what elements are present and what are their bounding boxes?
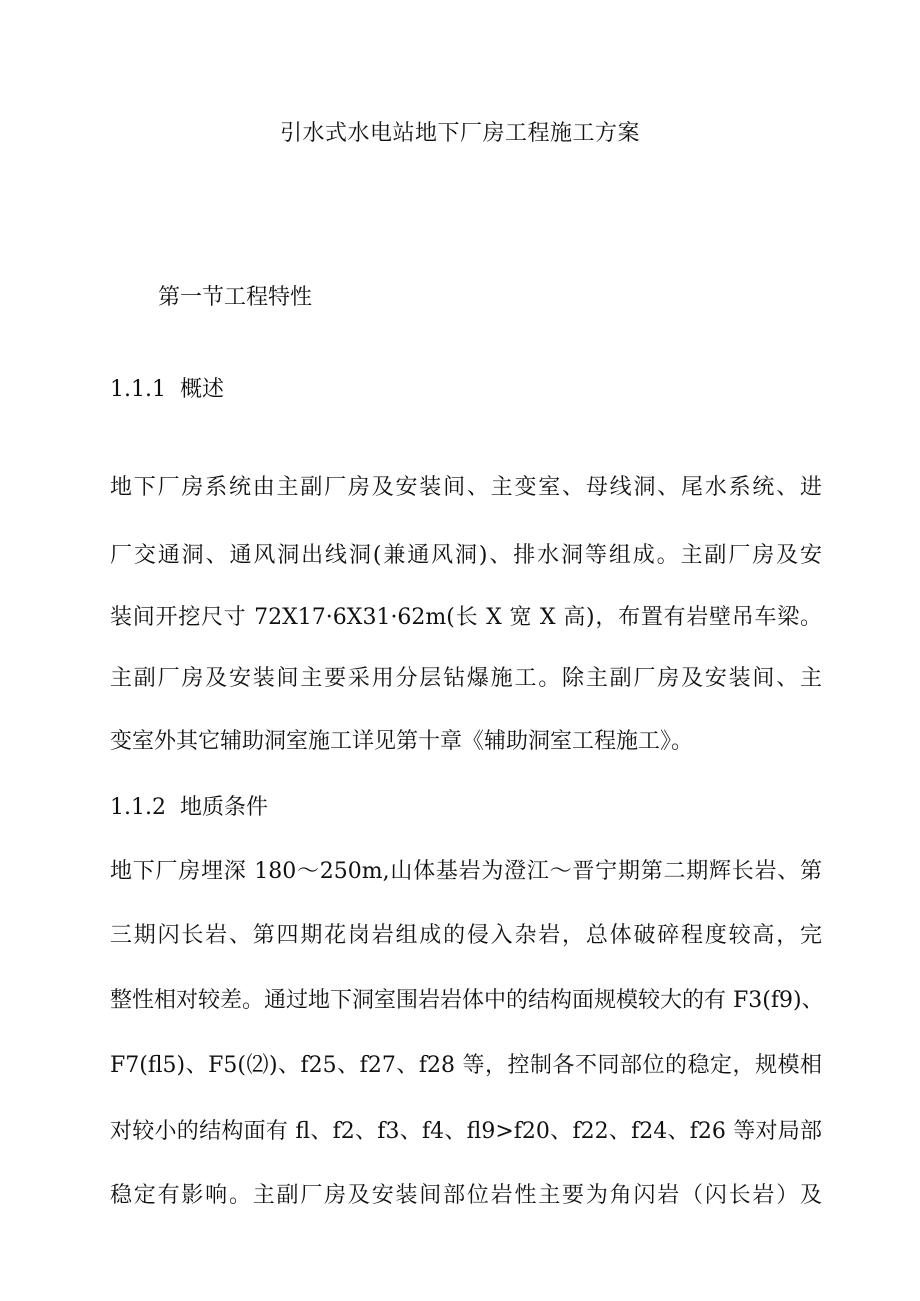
paragraph-line: 整性相对较差。通过地下洞室围岩岩体中的结构面规模较大的有 F3(f9)、 xyxy=(110,988,824,1013)
document-title: 引水式水电站地下厂房工程施工方案 xyxy=(279,121,640,146)
subsection-number: 1.1.1 xyxy=(110,377,166,402)
paragraph-line: 三期闪长岩、第四期花岗岩组成的侵入杂岩，总体破碎程度较高，完 xyxy=(110,923,822,948)
paragraph-line: 地下厂房埋深 180～250m,山体基岩为澄江～晋宁期第二期辉长岩、第 xyxy=(110,859,822,884)
subsection-number: 1.1.2 xyxy=(110,795,166,820)
paragraph-line: F7(fl5)、F5(⑵)、f25、f27、f28 等，控制各不同部位的稳定，规模相 xyxy=(110,1053,822,1078)
paragraph-line: 装间开挖尺寸 72X17·6X31·62m(长 X 宽 X 高)，布置有岩壁吊车梁。 xyxy=(110,605,822,630)
paragraph-line: 稳定有影响。主副厂房及安装间部位岩性主要为角闪岩（闪长岩）及 xyxy=(110,1183,822,1208)
paragraph-line: 主副厂房及安装间主要采用分层钻爆施工。除主副厂房及安装间、主 xyxy=(110,666,822,691)
paragraph-line: 对较小的结构面有 fl、f2、f3、f4、fl9>f20、f22、f24、f26 等对局部 xyxy=(110,1119,822,1144)
subsection-heading-geology xyxy=(110,792,268,824)
paragraph-line: 地下厂房系统由主副厂房及安装间、主变室、母线洞、尾水系统、进 xyxy=(110,475,822,500)
subsection-title: 地质条件 xyxy=(179,795,268,820)
section-heading: 第一节工程特性 xyxy=(158,285,313,310)
subsection-title: 概述 xyxy=(179,377,224,402)
subsection-heading-overview xyxy=(110,374,224,406)
paragraph-line: 厂交通洞、通风洞出线洞(兼通风洞)、排水洞等组成。主副厂房及安 xyxy=(110,543,822,568)
paragraph-line: 变室外其它辅助洞室施工详见第十章《辅助洞室工程施工》。 xyxy=(110,729,694,754)
